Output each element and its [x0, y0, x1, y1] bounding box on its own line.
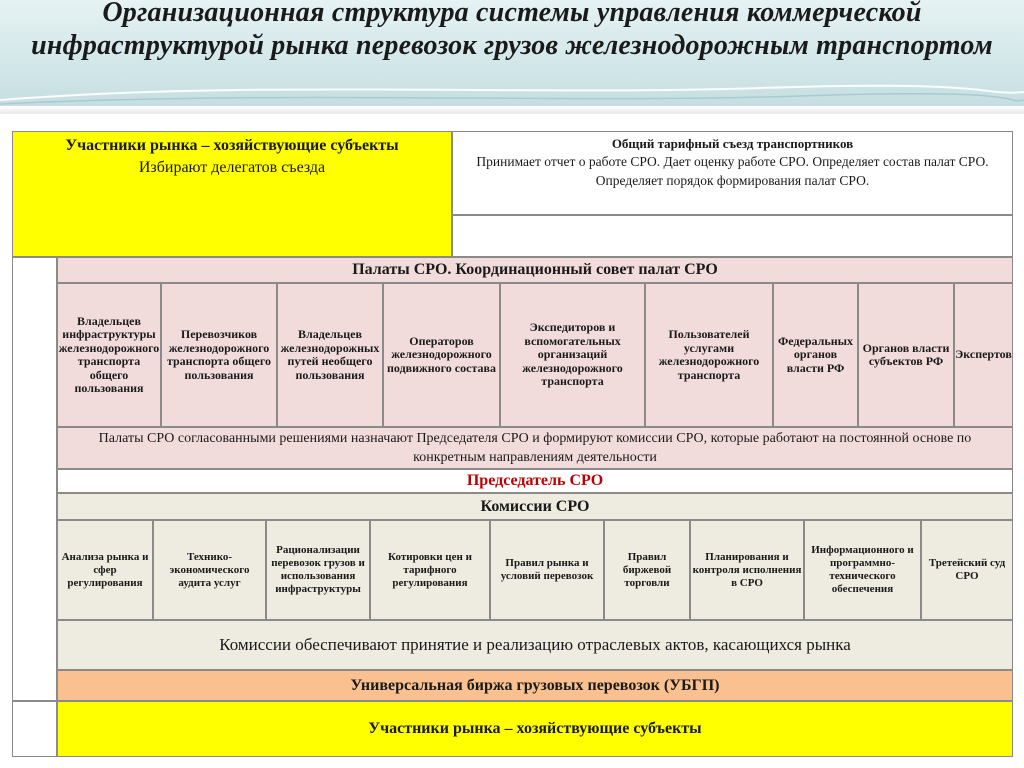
commission-label: Правил биржевой торговли: [622, 550, 672, 589]
tariff-congress-text: Принимает отчет о работе СРО. Дает оценку работе СРО. Определяет состав палат СРО. Определяет порядок формирования палат СРО.: [476, 154, 989, 188]
tariff-congress: [452, 131, 1013, 215]
exchange-box: [57, 670, 1013, 701]
market-participants-bottom: [57, 701, 1013, 757]
chamber-label: Владельцев инфраструктуры железнодорожного транспорта общего пользования: [58, 313, 160, 395]
header-divider: [0, 106, 1024, 114]
market-participants-top: [12, 131, 452, 257]
commission-cell: [604, 520, 690, 620]
chairman-box: [57, 469, 1013, 493]
chamber-cell: [858, 283, 954, 427]
commission-label: Котировки цен и тарифного регулирования: [388, 550, 472, 589]
exchange-text: Универсальная биржа грузовых перевозок (УБГП): [350, 676, 720, 694]
chambers-note: [57, 427, 1013, 469]
chamber-cell: [500, 283, 645, 427]
chamber-cell: [773, 283, 858, 427]
chambers-note-text: Палаты СРО согласованными решениями назначают Председателя СРО и формируют комиссии СРО, которые работают на постоянной основе по конкретным направлениям деятельности: [98, 431, 972, 465]
chamber-label: Федеральных органов власти РФ: [777, 333, 853, 375]
tariff-congress-heading: Общий тарифный съезд транспортников: [611, 136, 854, 151]
commissions-heading-text: Комиссии СРО: [480, 497, 590, 515]
chamber-label: Владельцев железнодорожных путей необщего пользования: [280, 327, 380, 382]
chamber-cell: [57, 283, 161, 427]
market-participants-bottom-text: Участники рынка – хозяйствующие субъекты: [368, 720, 702, 737]
chamber-label: Экспертов: [955, 347, 1012, 362]
commission-label: Планирования и контроля исполнения в СРО: [692, 550, 802, 589]
commissions-note: [57, 620, 1013, 670]
slide-header: [0, 0, 1024, 106]
commissions-note-text: Комиссии обеспечивают принятие и реализацию отраслевых актов, касающихся рынка: [219, 635, 851, 654]
chairman-text: Председатель СРО: [466, 472, 604, 489]
commission-label: Анализа рынка и сфер регулирования: [61, 550, 149, 589]
chamber-label: Операторов железнодорожного подвижного состава: [387, 333, 496, 375]
commission-cell: [57, 520, 153, 620]
commission-label: Рационализации перевозок грузов и использования инфраструктуры: [271, 544, 365, 595]
commission-cell: [690, 520, 804, 620]
chamber-cell: [383, 283, 500, 427]
commission-label: Третейский суд СРО: [928, 557, 1006, 582]
market-participants-heading: Участники рынка – хозяйствующие субъекты: [65, 137, 399, 154]
chamber-cell: [161, 283, 277, 427]
commissions-heading: [57, 493, 1013, 520]
commission-cell: [921, 520, 1013, 620]
commission-cell: [266, 520, 370, 620]
chambers-heading: [57, 257, 1013, 283]
left-spacer-bottom: [12, 701, 57, 757]
page-title: Организационная структура системы управления коммерческой инфраструктурой рынка перевозок грузов железнодорожным транспортом: [31, 0, 993, 61]
commission-cell: [153, 520, 266, 620]
chamber-cell: [277, 283, 383, 427]
commission-cell: [370, 520, 490, 620]
market-participants-text: Избирают делегатов съезда: [138, 159, 326, 176]
chamber-label: Перевозчиков железнодорожного транспорта общего пользования: [166, 327, 272, 382]
chamber-cell: [954, 283, 1013, 427]
commission-label: Правил рынка и условий перевозок: [500, 557, 594, 582]
commission-label: Информационного и программно-технического обеспечения: [811, 544, 914, 595]
chambers-heading-text: Палаты СРО. Координационный совет палат СРО: [352, 261, 718, 278]
left-spacer-column: [12, 257, 57, 701]
tariff-congress-empty-cell: [452, 215, 1013, 257]
commission-cell: [490, 520, 604, 620]
commission-label: Технико-экономического аудита услуг: [169, 550, 250, 589]
commission-cell: [804, 520, 921, 620]
chamber-label: Органов власти субъектов РФ: [862, 340, 950, 368]
chamber-label: Экспедиторов и вспомогательных организаций железнодорожного транспорта: [522, 320, 623, 389]
chamber-cell: [645, 283, 773, 427]
chamber-label: Пользователей услугами железнодорожного транспорта: [658, 327, 760, 382]
